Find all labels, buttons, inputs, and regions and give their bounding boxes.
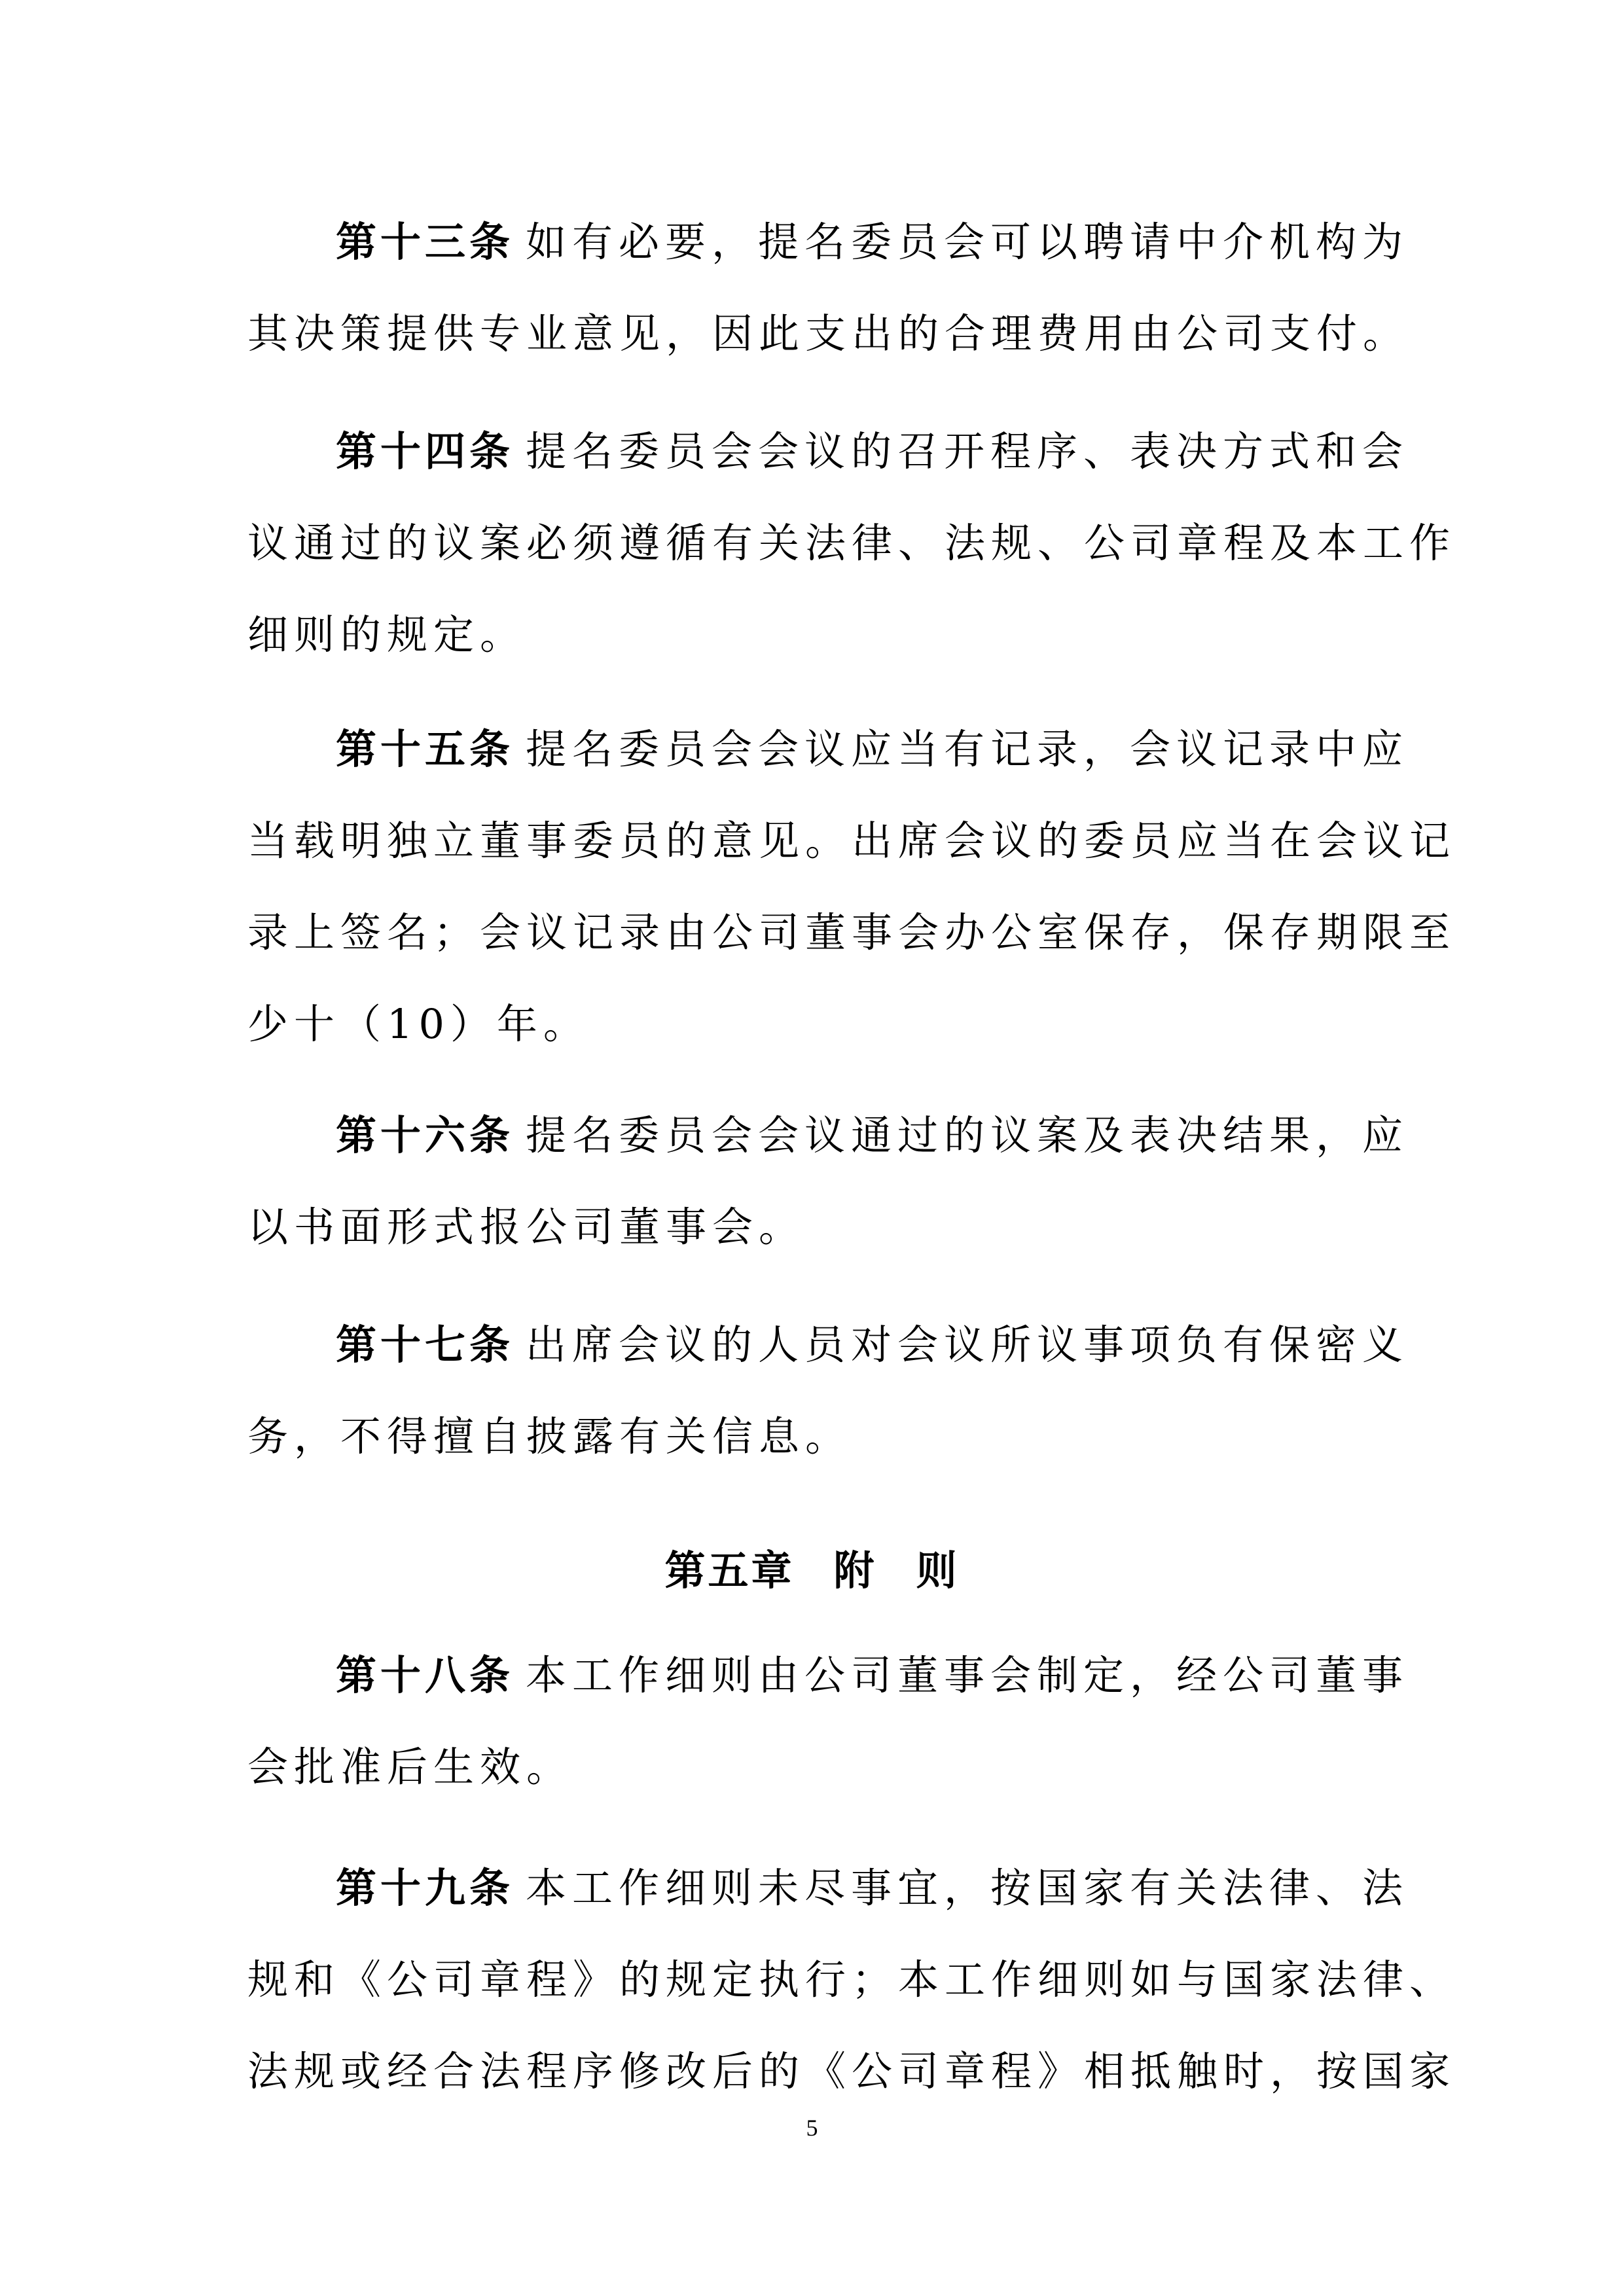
article-text-line: 本工作细则由公司董事会制定，经公司董事 [526,1651,1409,1699]
article-text-line: 法规或经合法程序修改后的《公司章程》相抵触时，按国家 [247,2047,1456,2095]
article-text-line: 本工作细则未尽事宜，按国家有关法律、法 [526,1864,1409,1912]
article-label: 第十三条 [336,218,514,266]
article-15 [247,704,1456,1070]
article-label: 第十九条 [336,1864,514,1912]
article-label: 第十五条 [336,725,514,773]
article-text-line: 出席会议的人员对会议所议事项负有保密义 [526,1321,1409,1369]
article-text-line: 当载明独立董事委员的意见。出席会议的委员应当在会议记 [247,817,1456,865]
article-text-line: 议通过的议案必须遵循有关法律、法规、公司章程及本工作 [247,519,1456,567]
article-text-line: 提名委员会会议应当有记录，会议记录中应 [526,725,1409,773]
article-label: 第十四条 [336,427,514,475]
article-17 [247,1299,1409,1482]
chapter-heading [0,1525,1624,1617]
chapter-title-part1: 附 [833,1547,877,1594]
article-text-line: 务，不得擅自披露有关信息。 [247,1412,852,1460]
article-text-line: 其决策提供专业意见，因此支出的合理费用由公司支付。 [247,310,1410,357]
article-18 [247,1630,1409,1813]
article-label: 第十七条 [336,1321,514,1369]
article-text-line: 提名委员会会议通过的议案及表决结果，应 [526,1111,1409,1159]
article-text-line: 如有必要，提名委员会可以聘请中介机构为 [526,218,1409,266]
article-text-line: 细则的规定。 [247,611,527,658]
article-13 [247,196,1410,380]
article-text-line: 以书面形式报公司董事会。 [247,1203,806,1251]
article-label: 第十六条 [336,1111,514,1159]
article-text-line: 会批准后生效。 [247,1743,573,1791]
chapter-number: 第五章 [664,1547,795,1594]
article-19 [247,1842,1456,2117]
article-14 [247,406,1456,681]
article-text-line: 提名委员会会议的召开程序、表决方式和会 [526,427,1409,475]
article-text-line: 规和《公司章程》的规定执行；本工作细则如与国家法律、 [247,1956,1456,2003]
page-number: 5 [806,2115,818,2141]
article-text-line: 录上签名；会议记录由公司董事会办公室保存，保存期限至 [247,908,1456,956]
article-label: 第十八条 [336,1651,514,1699]
chapter-title-part2: 则 [916,1547,960,1594]
article-text-line: 少十（10）年。 [247,1000,590,1048]
article-16 [247,1090,1409,1273]
